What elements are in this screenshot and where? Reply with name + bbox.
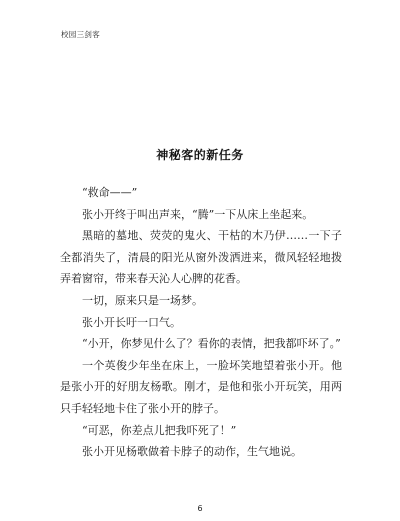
page-number: 6 [197, 504, 203, 513]
paragraph: “救命——” [82, 186, 138, 199]
paragraph: 张小开长吁一口气。 [82, 315, 181, 329]
paragraph: 黑暗的墓地、荧荧的鬼火、干枯的木乃伊……一下子全都消失了，清晨的阳光从窗外泼洒进来，微风轻轻地拨弄着窗帘，带来春天沁人心脾的花香。 [60, 229, 342, 286]
chapter-title: 神秘客的新任务 [156, 148, 244, 162]
running-header: 校园三剑客 [61, 30, 100, 39]
paragraph: “小开，你梦见什么了？看你的表情，把我都吓坏了。” [82, 337, 341, 351]
paragraph: “可恶，你差点儿把我吓死了！” [82, 423, 237, 437]
paragraph: 一切，原来只是一场梦。 [82, 293, 203, 307]
paragraph: 张小开终于叫出声来，“腾”一下从床上坐起来。 [82, 207, 314, 221]
body-text [60, 182, 342, 463]
paragraph: 张小开见杨歌做着卡脖子的动作，生气地说。 [82, 445, 302, 459]
paragraph: 一个英俊少年坐在床上，一脸坏笑地望着张小开。他是张小开的好朋友杨歌。刚才，是他和张小开玩笑，用两只手轻轻地卡住了张小开的脖子。 [60, 358, 342, 415]
